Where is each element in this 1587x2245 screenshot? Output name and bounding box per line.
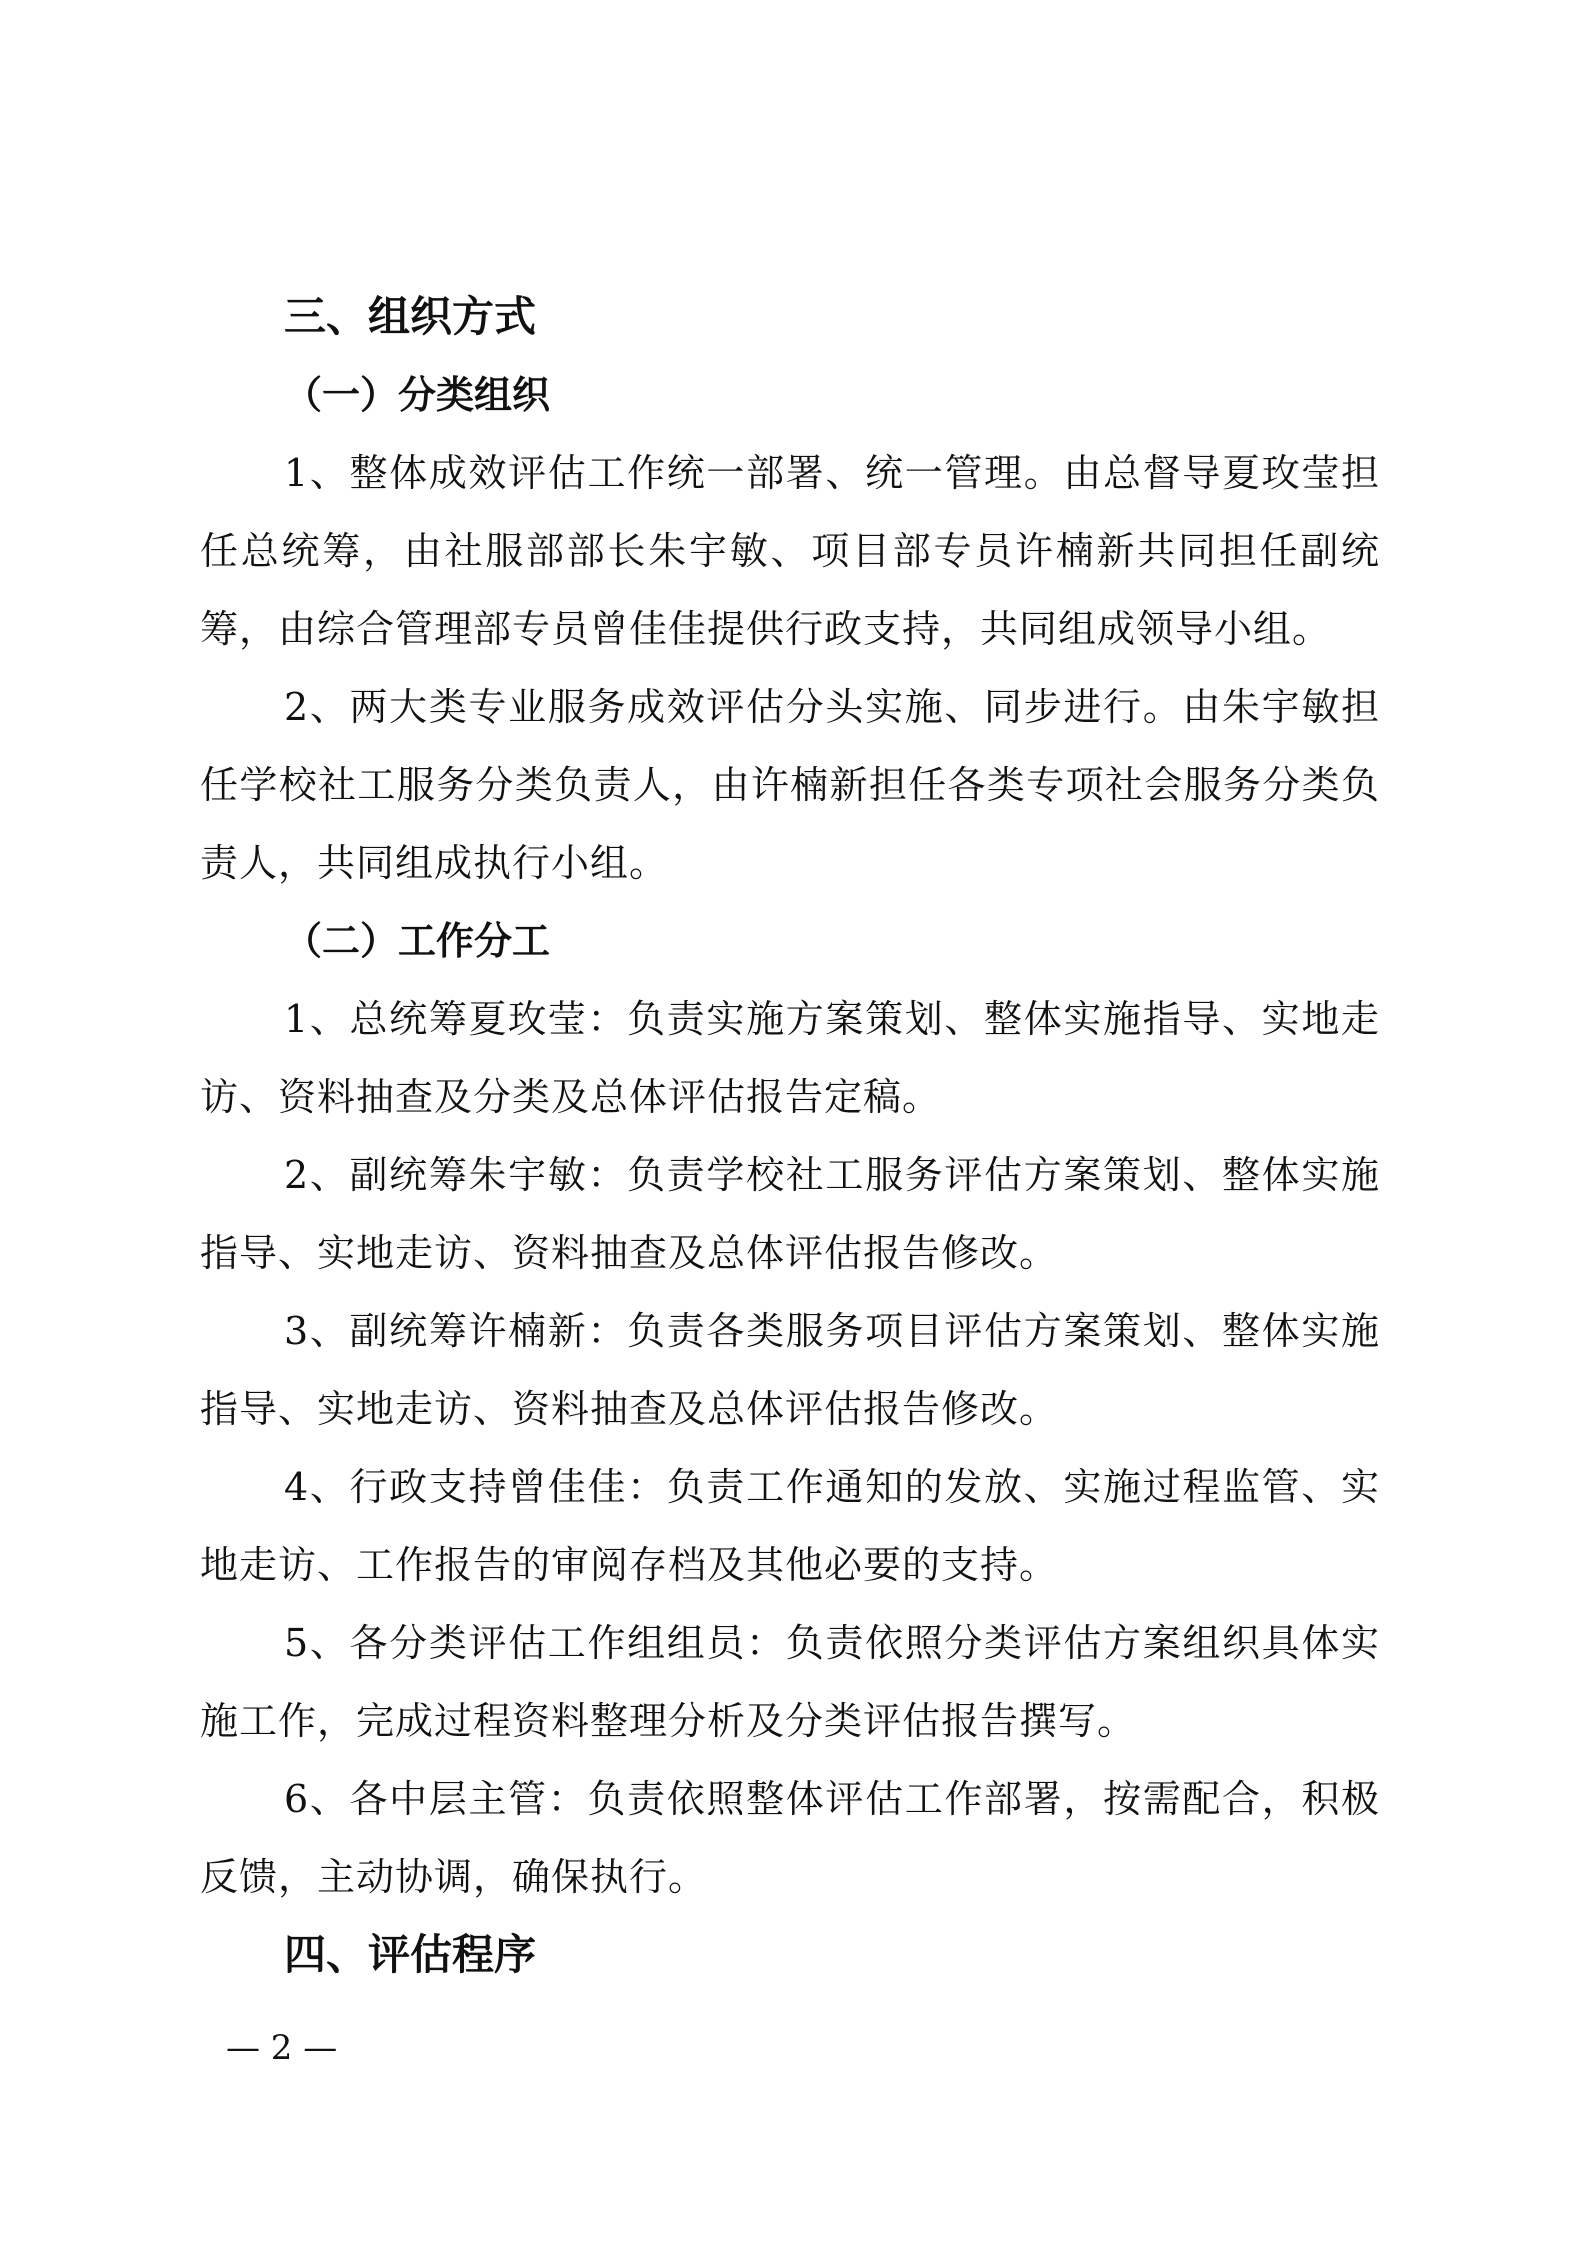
subsection-2-heading: （二）工作分工	[284, 918, 551, 963]
paragraph: 2、副统筹朱宇敏：负责学校社工服务评估方案策划、整体实施指导、实地走访、资料抽查及总体评估报告修改。	[200, 1153, 1380, 1275]
paragraph: 6、各中层主管：负责依照整体评估工作部署，按需配合，积极反馈，主动协调，确保执行。	[200, 1777, 1380, 1899]
paragraph: 1、整体成效评估工作统一部署、统一管理。由总督导夏玫莹担任总统筹，由社服部部长朱宇敏、项目部专员许楠新共同担任副统筹，由综合管理部专员曾佳佳提供行政支持，共同组成领导小组。	[200, 451, 1380, 651]
subsection-1-heading: （一）分类组织	[284, 372, 551, 417]
document-body	[200, 278, 1380, 1994]
paragraph: 3、副统筹许楠新：负责各类服务项目评估方案策划、整体实施指导、实地走访、资料抽查及总体评估报告修改。	[200, 1309, 1380, 1431]
paragraph: 5、各分类评估工作组组员：负责依照分类评估方案组织具体实施工作，完成过程资料整理分析及分类评估报告撰写。	[200, 1621, 1380, 1743]
paragraph: 4、行政支持曾佳佳：负责工作通知的发放、实施过程监管、实地走访、工作报告的审阅存档及其他必要的支持。	[200, 1465, 1380, 1587]
paragraph: 2、两大类专业服务成效评估分头实施、同步进行。由朱宇敏担任学校社工服务分类负责人，由许楠新担任各类专项社会服务分类负责人，共同组成执行小组。	[200, 685, 1380, 885]
section-3-heading: 三、组织方式	[284, 292, 537, 341]
paragraph: 1、总统筹夏玫莹：负责实施方案策划、整体实施指导、实地走访、资料抽查及分类及总体评估报告定稿。	[200, 997, 1380, 1119]
section-4-heading: 四、评估程序	[284, 1930, 537, 1979]
page-number: — 2 —	[226, 2028, 338, 2068]
